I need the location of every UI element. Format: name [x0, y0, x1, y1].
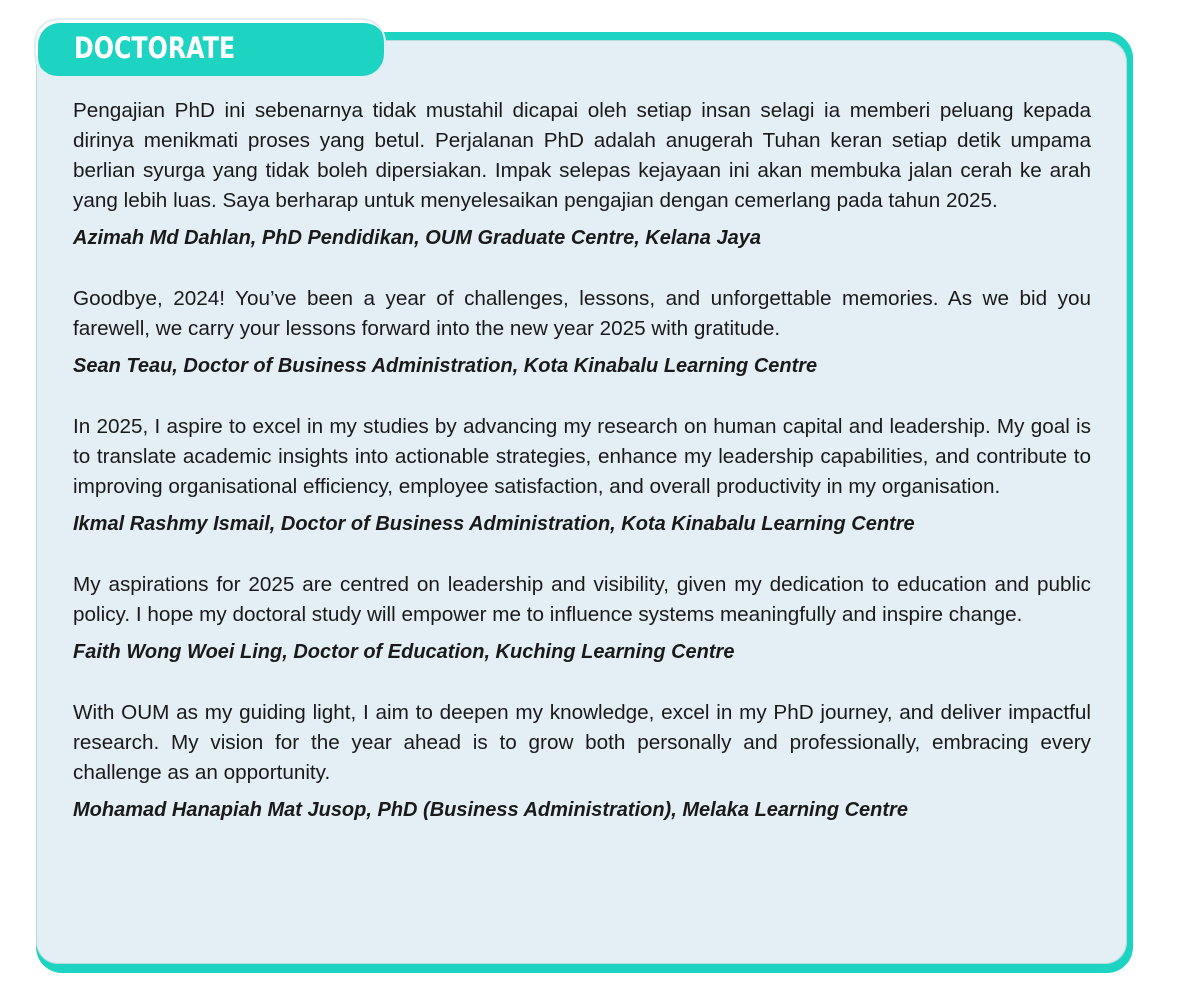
- testimonial-author: Mohamad Hanapiah Mat Jusop, PhD (Business Administration), Melaka Learning Centre: [73, 799, 908, 821]
- testimonial-entry: [73, 96, 1091, 250]
- testimonial-quote: In 2025, I aspire to excel in my studies by advancing my research on human capital and leadership. My goal is to translate academic insights into actionable strategies, enhance my leadership capabilities, and contribute to improving organisational efficiency, employee satisfaction, and overall productivity in my organisation.: [73, 415, 1091, 498]
- testimonial-quote: Pengajian PhD ini sebenarnya tidak mustahil dicapai oleh setiap insan selagi ia memberi peluang kepada dirinya menikmati proses yang betul. Perjalanan PhD adalah anugerah Tuhan keran setiap detik umpama berlian syurga yang tidak boleh dipersiakan. Impak selepas kejayaan ini akan membuka jalan cerah ke arah yang lebih luas. Saya berharap untuk menyelesaikan pengajian dengan cemerlang pada tahun 2025.: [73, 99, 1091, 212]
- testimonial-author: Sean Teau, Doctor of Business Administration, Kota Kinabalu Learning Centre: [73, 355, 818, 377]
- testimonial-author: Azimah Md Dahlan, PhD Pendidikan, OUM Graduate Centre, Kelana Jaya: [73, 227, 761, 249]
- testimonial-quote: Goodbye, 2024! You’ve been a year of challenges, lessons, and unforgettable memories. As we bid you farewell, we carry your lessons forward into the new year 2025 with gratitude.: [73, 287, 1091, 340]
- testimonial-quote: My aspirations for 2025 are centred on leadership and visibility, given my dedication to education and public policy. I hope my doctoral study will empower me to influence systems meaningfully and inspire change.: [73, 573, 1091, 626]
- testimonial-entry: [73, 284, 1091, 378]
- testimonial-author: Faith Wong Woei Ling, Doctor of Education, Kuching Learning Centre: [73, 641, 735, 663]
- section-title: DOCTORATE: [74, 31, 236, 65]
- testimonial-list: [73, 96, 1091, 842]
- section-header-tab: [36, 20, 384, 76]
- testimonial-entry: [73, 412, 1091, 536]
- testimonial-author: Ikmal Rashmy Ismail, Doctor of Business Administration, Kota Kinabalu Learning Centre: [73, 513, 915, 535]
- testimonial-entry: [73, 698, 1091, 822]
- testimonial-entry: [73, 570, 1091, 664]
- testimonial-quote: With OUM as my guiding light, I aim to deepen my knowledge, excel in my PhD journey, and deliver impactful research. My vision for the year ahead is to grow both personally and professionally, embracing every challenge as an opportunity.: [73, 701, 1091, 784]
